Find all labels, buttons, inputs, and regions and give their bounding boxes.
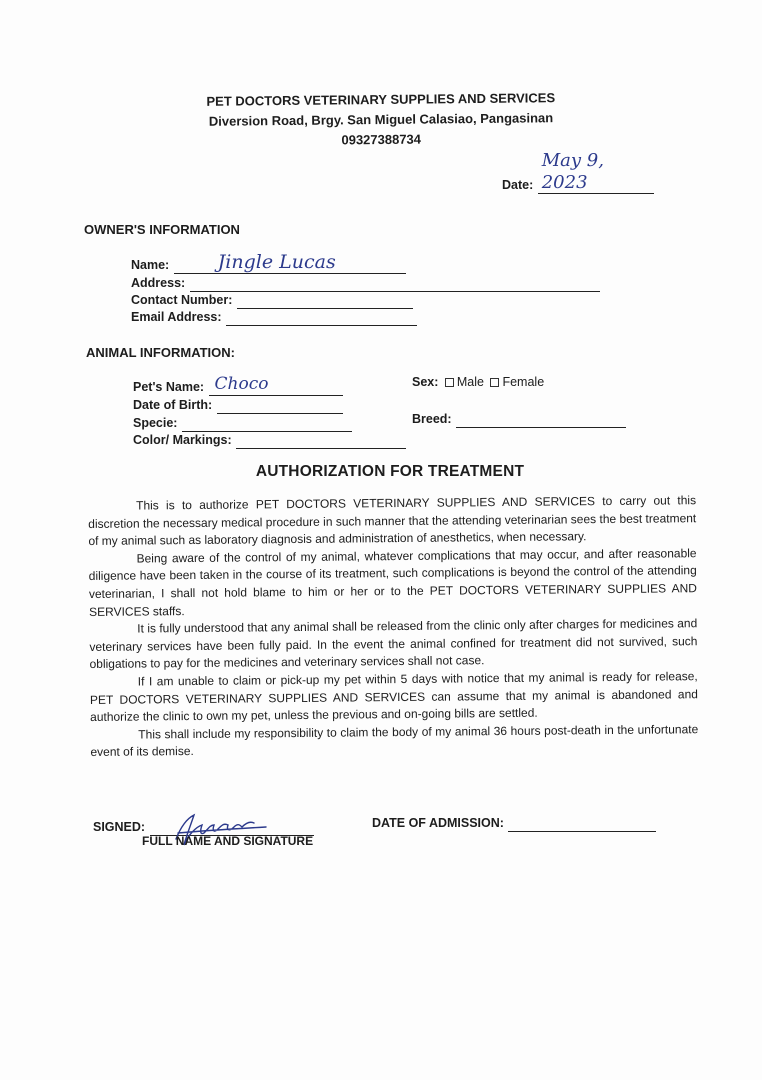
- sex-field: [412, 375, 544, 389]
- dob-field: [133, 396, 343, 414]
- owner-name-handwritten-value: Jingle Lucas: [217, 251, 336, 273]
- specie-label: Specie:: [133, 416, 178, 430]
- date-handwritten-value: May 9, 2023: [541, 150, 604, 193]
- signed-label: SIGNED:: [93, 820, 146, 834]
- admission-date-line[interactable]: [508, 817, 656, 832]
- date-label: Date:: [502, 178, 534, 192]
- letterhead: [0, 86, 762, 154]
- authorization-title: AUTHORIZATION FOR TREATMENT: [255, 463, 525, 480]
- owner-address-label: Address:: [131, 276, 186, 290]
- male-checkbox[interactable]: [445, 378, 454, 387]
- owner-email-field: [131, 308, 417, 326]
- pet-name-label: Pet's Name:: [133, 380, 205, 394]
- female-checkbox[interactable]: [490, 378, 499, 387]
- male-label: Male: [456, 375, 484, 389]
- sex-label: Sex:: [412, 375, 439, 389]
- authorization-paragraph: This is to authorize PET DOCTORS VETERINARY SUPPLIES AND SERVICES to carry out this discretion the necessary medical procedure in such manner that the attending veterinarian sees the best treatment of my animal such as laboratory diagnosis and administration of anesthetics, when necessary.: [88, 493, 697, 549]
- owner-email-label: Email Address:: [131, 310, 222, 324]
- color-field: [133, 431, 406, 449]
- owner-address-line[interactable]: [190, 277, 600, 292]
- signature-caption: FULL NAME AND SIGNATURE: [142, 834, 314, 848]
- owner-name-line[interactable]: [174, 251, 406, 274]
- date-field: [502, 150, 654, 194]
- breed-line[interactable]: [456, 413, 626, 428]
- pet-name-field: [133, 374, 343, 396]
- company-name: PET DOCTORS VETERINARY SUPPLIES AND SERVICES: [206, 90, 556, 109]
- owner-name-label: Name:: [131, 258, 170, 272]
- date-line[interactable]: [538, 150, 654, 194]
- owner-contact-field: [131, 291, 413, 309]
- owner-email-line[interactable]: [226, 311, 417, 326]
- admission-date-label: DATE OF ADMISSION:: [372, 816, 504, 830]
- breed-field: [412, 410, 626, 428]
- owner-contact-line[interactable]: [237, 294, 413, 309]
- color-line[interactable]: [236, 434, 406, 449]
- owner-address-field: [131, 274, 600, 292]
- pet-name-line[interactable]: [209, 374, 343, 396]
- specie-field: [133, 414, 352, 432]
- specie-line[interactable]: [182, 417, 352, 432]
- authorization-body: [88, 492, 699, 762]
- authorization-paragraph: If I am unable to claim or pick-up my pet within 5 days with notice that my animal is ready for release, PET DOCTORS VETERINARY SUPPLIES AND SERVICES can assume that my animal is abandoned and authorize the clinic to own my pet, unless the previous and on-going bills are settled.: [89, 669, 698, 725]
- company-phone: 09327388734: [341, 131, 422, 148]
- dob-line[interactable]: [217, 399, 343, 414]
- authorization-paragraph: Being aware of the control of my animal, whatever complications that may occur, and after reasonable diligence have been taken in the course of its treatment, such complications is beyond the control of the attending veterinarian, I shall not hold blame to him or her or to the PET DOCTORS VETERINARY SUPPLIES AND SERVICES staffs.: [88, 545, 697, 619]
- owner-name-field: [131, 251, 406, 274]
- owner-section-title: OWNER'S INFORMATION: [84, 222, 240, 237]
- pet-name-handwritten-value: Choco: [214, 374, 269, 394]
- owner-contact-label: Contact Number:: [131, 293, 233, 307]
- animal-section-title: ANIMAL INFORMATION:: [86, 345, 235, 360]
- dob-label: Date of Birth:: [133, 398, 213, 412]
- female-label: Female: [502, 375, 545, 389]
- admission-date-field: [372, 814, 656, 832]
- authorization-paragraph: This shall include my responsibility to claim the body of my animal 36 hours post-death in the unfortunate event of its demise.: [90, 721, 699, 760]
- company-address: Diversion Road, Brgy. San Miguel Calasiao, Pangasinan: [208, 110, 554, 129]
- color-label: Color/ Markings:: [133, 433, 232, 447]
- breed-label: Breed:: [412, 412, 452, 426]
- authorization-paragraph: It is fully understood that any animal shall be released from the clinic only after charges for medicines and veterinary services have been fully paid. In the event the animal confined for treatment did not survived, such obligations to pay for the medicines and veterinary services shall not case.: [89, 616, 698, 672]
